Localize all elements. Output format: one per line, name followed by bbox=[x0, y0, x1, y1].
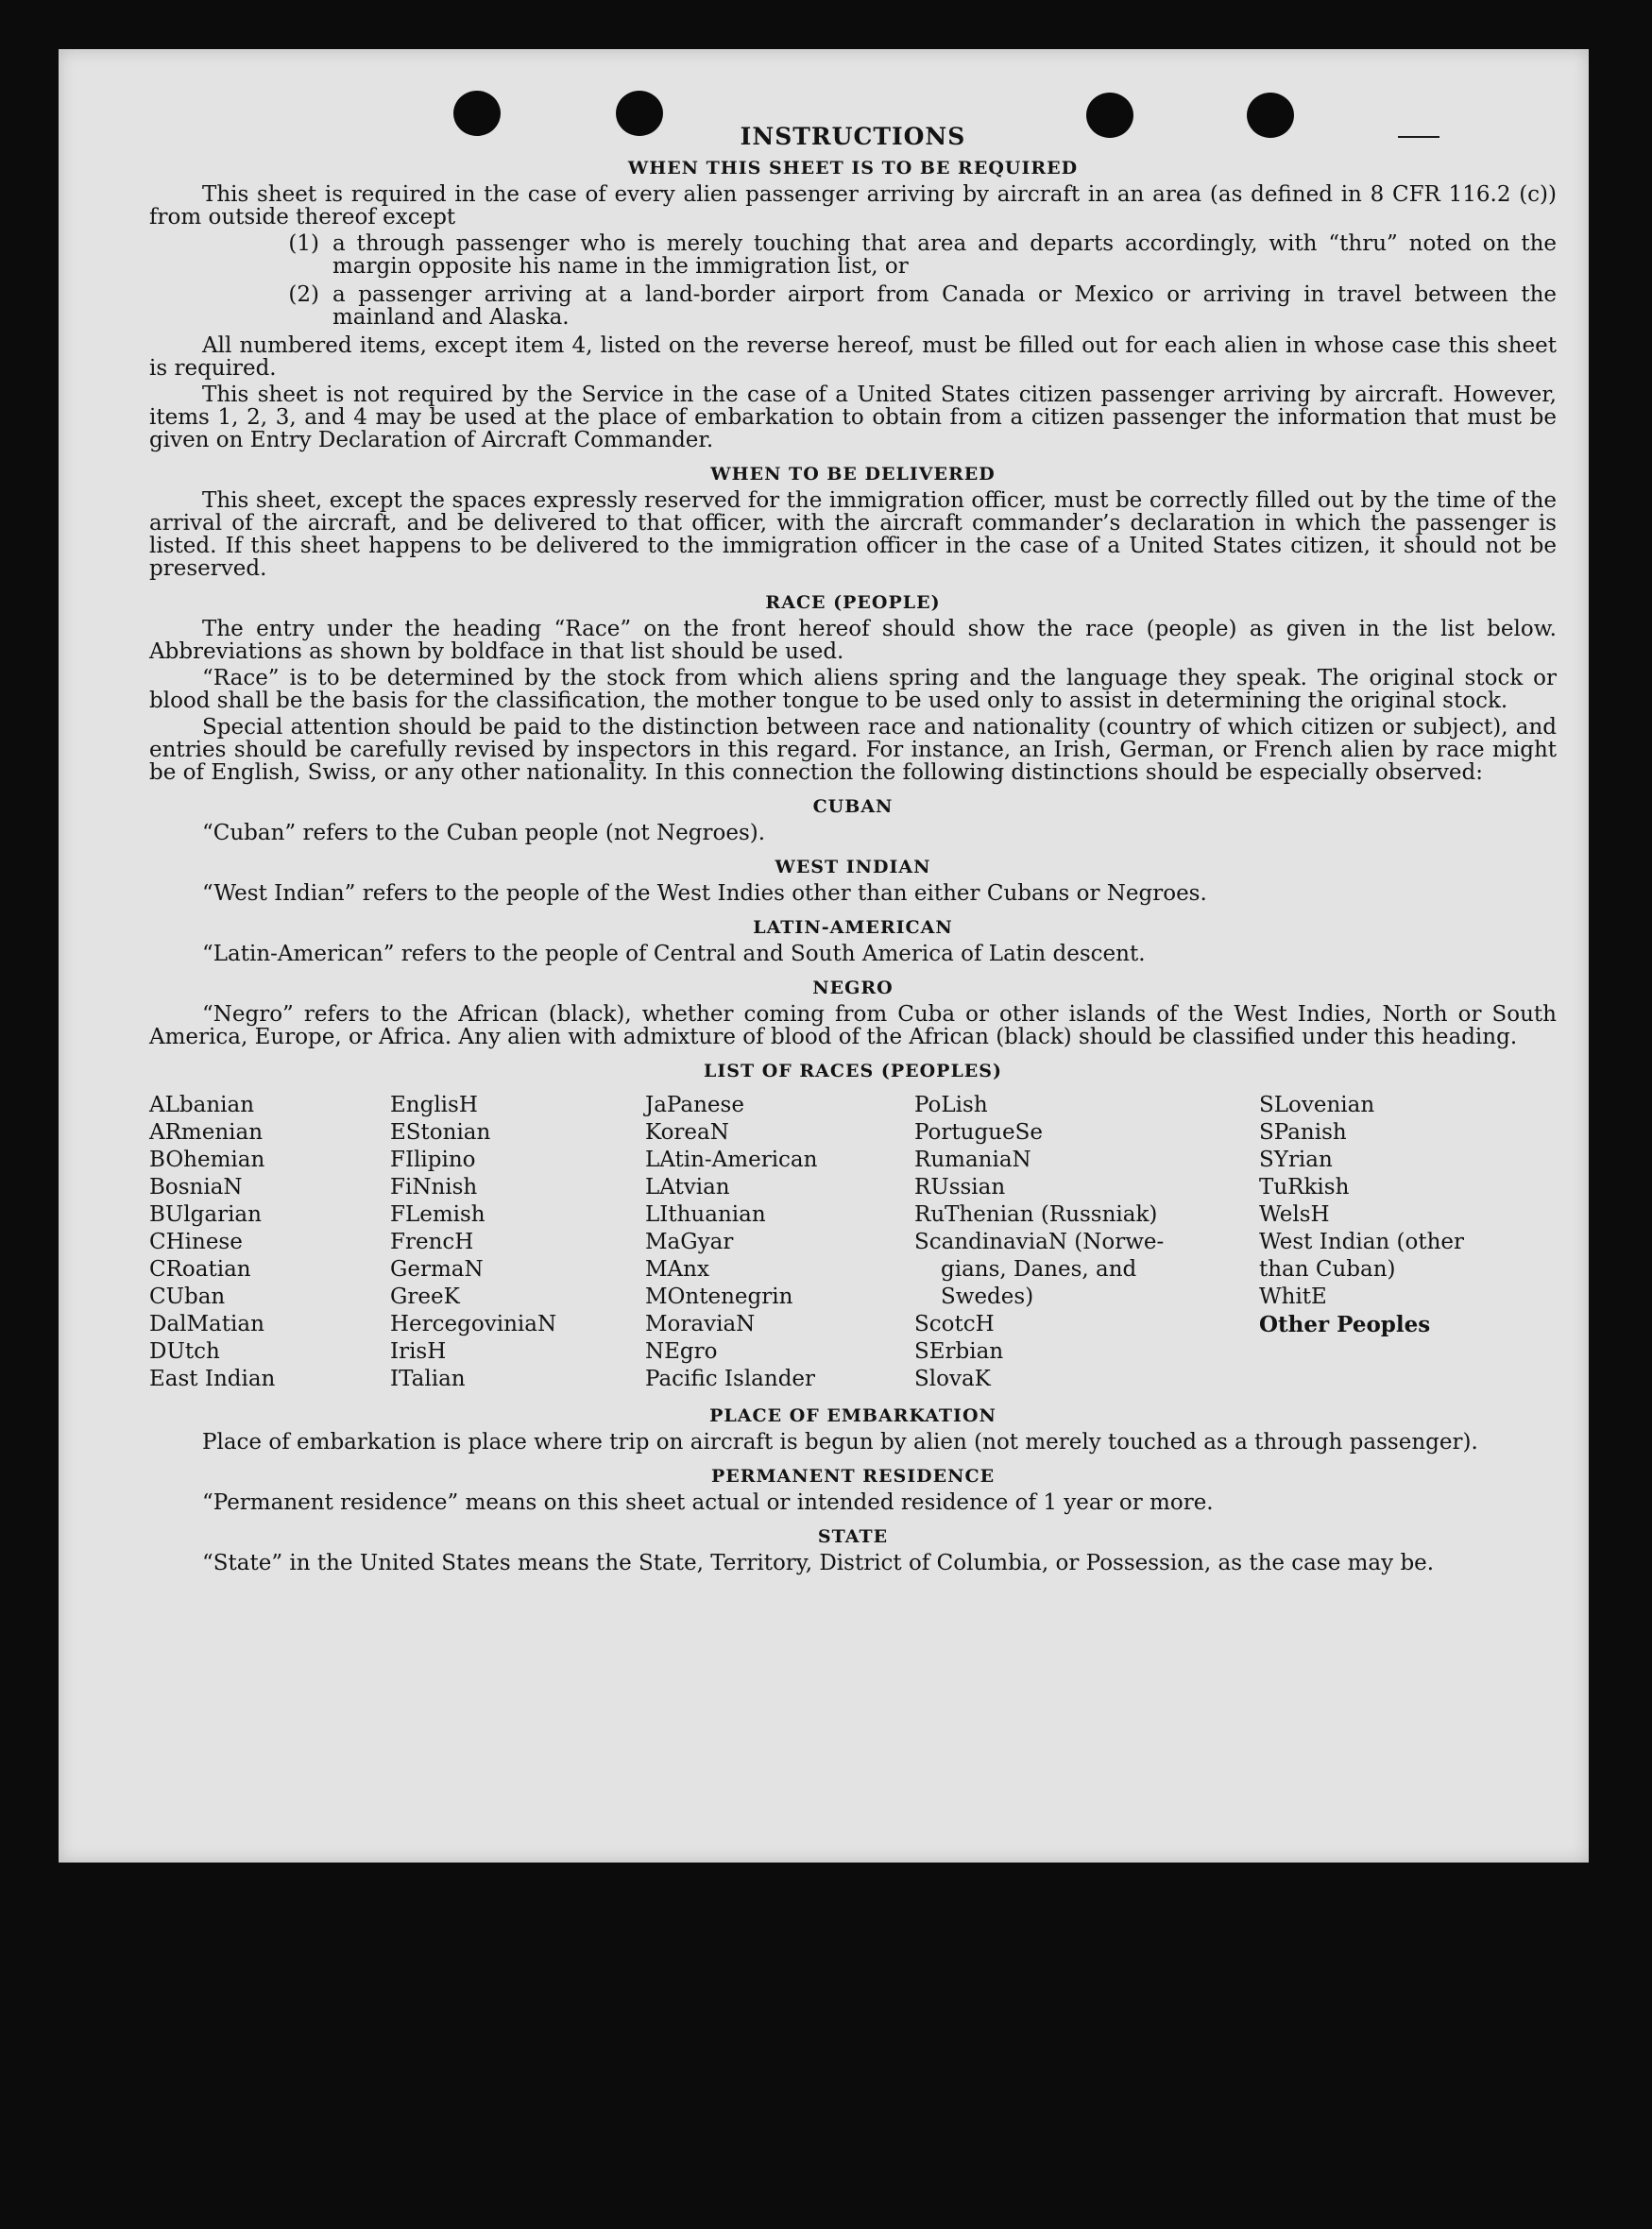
race-item: ARmenian bbox=[149, 1120, 264, 1145]
race-item: SPanish bbox=[1259, 1120, 1347, 1145]
exception-number: (2) bbox=[288, 282, 319, 307]
race-item: West Indian (other bbox=[1259, 1230, 1465, 1254]
section-heading: WHEN THIS SHEET IS TO BE REQUIRED bbox=[627, 158, 1079, 179]
race-item: SLovenian bbox=[1259, 1093, 1375, 1117]
paragraph: Special attention should be paid to the distinction between race and nationality (country of which citizen or subject), and entries should be carefully revised by inspectors in this regard. For instance, an Irish, German, or French alien by race might be of English, Swiss, or any other nationality. In this connection the following distinctions should be especially observed: bbox=[149, 715, 1557, 785]
page-title: INSTRUCTIONS bbox=[740, 123, 966, 150]
instructions-text bbox=[149, 123, 1557, 1576]
document-sheet bbox=[59, 49, 1589, 1863]
exception-item bbox=[149, 283, 1557, 329]
race-item: MAnx bbox=[645, 1257, 709, 1282]
race-item: MaGyar bbox=[645, 1230, 734, 1254]
race-item: Pacific Islander bbox=[645, 1367, 816, 1391]
definition-text: “Negro” refers to the African (black), whether coming from Cuba or other islands of the West Indies, North or South America, Europe, or Africa. Any alien with admixture of blood of the African (black) should be classified under this heading. bbox=[149, 1002, 1557, 1049]
races-heading: LIST OF RACES (PEOPLES) bbox=[704, 1061, 1002, 1081]
race-item: RuThenian (Russniak) bbox=[914, 1202, 1158, 1227]
definition-heading: LATIN-AMERICAN bbox=[753, 917, 953, 938]
section-heading: PLACE OF EMBARKATION bbox=[709, 1405, 996, 1426]
race-item: FIlipino bbox=[390, 1148, 476, 1172]
race-item: WelsH bbox=[1259, 1202, 1330, 1227]
race-item: BosniaN bbox=[149, 1175, 243, 1200]
race-item: ScandinaviaN (Norwe- bbox=[914, 1230, 1165, 1254]
race-item: CUban bbox=[149, 1285, 226, 1309]
race-item: GreeK bbox=[390, 1285, 460, 1309]
section-heading: WHEN TO BE DELIVERED bbox=[710, 464, 996, 485]
race-item: KoreaN bbox=[645, 1120, 729, 1145]
race-item: WhitE bbox=[1259, 1285, 1327, 1309]
paragraph: This sheet, except the spaces expressly reserved for the immigration officer, must be correctly filled out by the time of the arrival of the aircraft, and be delivered to that officer, with the aircraft commander’s declaration in which the passenger is listed. If this sheet happens to be delivered to the immigration officer in the case of a United States citizen, it should not be preserved. bbox=[149, 488, 1557, 581]
race-item: ITalian bbox=[390, 1367, 466, 1391]
paragraph: All numbered items, except item 4, listed on the reverse hereof, must be filled out for each alien in whose case this sheet is required. bbox=[149, 333, 1557, 381]
race-item: ScotcH bbox=[914, 1312, 995, 1336]
race-item: East Indian bbox=[149, 1367, 276, 1391]
section-heading: PERMANENT RESIDENCE bbox=[710, 1466, 996, 1487]
definition-text: “Cuban” refers to the Cuban people (not Negroes). bbox=[202, 821, 766, 845]
race-item: CHinese bbox=[149, 1230, 243, 1254]
race-item: MoraviaN bbox=[645, 1312, 756, 1336]
race-item: EnglisH bbox=[390, 1093, 478, 1117]
race-item: IrisH bbox=[390, 1339, 447, 1364]
paragraph: “State” in the United States means the State, Territory, District of Columbia, or Possession, as the case may be. bbox=[202, 1551, 1435, 1575]
paragraph: “Permanent residence” means on this sheet actual or intended residence of 1 year or more. bbox=[202, 1490, 1214, 1515]
exception-number: (1) bbox=[288, 231, 319, 256]
definition-heading: NEGRO bbox=[812, 978, 894, 998]
race-item: TuRkish bbox=[1259, 1175, 1350, 1200]
race-item: GermaN bbox=[390, 1257, 484, 1282]
race-item: HercegoviniaN bbox=[390, 1312, 557, 1336]
race-item: SlovaK bbox=[914, 1367, 991, 1391]
paragraph: This sheet is not required by the Service in the case of a United States citizen passenger arriving by aircraft. However, items 1, 2, 3, and 4 may be used at the place of embarkation to obtain from a citizen passenger the information that must be given on Entry Declaration of Aircraft Commander. bbox=[149, 383, 1557, 452]
race-item: LAtin-American bbox=[645, 1148, 818, 1172]
race-item: DalMatian bbox=[149, 1312, 264, 1336]
race-item-continued: Swedes) bbox=[941, 1285, 1034, 1309]
race-item: SYrian bbox=[1259, 1148, 1333, 1172]
race-item: FiNnish bbox=[390, 1175, 478, 1200]
race-item: PoLish bbox=[914, 1093, 988, 1117]
definition-text: “Latin-American” refers to the people of Central and South America of Latin descent. bbox=[202, 942, 1146, 966]
races-list bbox=[149, 1092, 1557, 1393]
definition-heading: WEST INDIAN bbox=[775, 857, 931, 877]
race-item: NEgro bbox=[645, 1339, 718, 1364]
race-item: BUlgarian bbox=[149, 1202, 262, 1227]
race-item: CRoatian bbox=[149, 1257, 251, 1282]
races-column bbox=[149, 1092, 390, 1393]
race-item: FrencH bbox=[390, 1230, 474, 1254]
race-item: JaPanese bbox=[645, 1093, 744, 1117]
race-item: DUtch bbox=[149, 1339, 220, 1364]
race-item: ALbanian bbox=[149, 1093, 255, 1117]
race-item-continued: than Cuban) bbox=[1259, 1257, 1396, 1282]
race-item: LAtvian bbox=[645, 1175, 730, 1200]
race-item: Other Peoples bbox=[1259, 1312, 1431, 1337]
race-item: SErbian bbox=[914, 1339, 1004, 1364]
races-column bbox=[914, 1092, 1259, 1393]
race-item: MOntenegrin bbox=[645, 1285, 793, 1309]
race-item: EStonian bbox=[390, 1120, 491, 1145]
races-column bbox=[1259, 1092, 1557, 1393]
paragraph: The entry under the heading “Race” on the front hereof should show the race (people) as given in the list below. Abbreviations as shown by boldface in that list should be used. bbox=[149, 617, 1557, 664]
race-item: BOhemian bbox=[149, 1148, 265, 1172]
exception-text: a passenger arriving at a land-border airport from Canada or Mexico or arriving in travel between the mainland and Alaska. bbox=[332, 282, 1557, 330]
paragraph: “Race” is to be determined by the stock from which aliens spring and the language they speak. The original stock or blood shall be the basis for the classification, the mother tongue to be used only to assist in determining the original stock. bbox=[149, 666, 1557, 713]
paragraph: Place of embarkation is place where trip on aircraft is begun by alien (not merely touched as a through passenger). bbox=[202, 1430, 1478, 1455]
race-item: RUssian bbox=[914, 1175, 1006, 1200]
races-column bbox=[390, 1092, 645, 1393]
section-heading: RACE (PEOPLE) bbox=[765, 592, 941, 613]
race-item-continued: gians, Danes, and bbox=[941, 1257, 1137, 1282]
race-item: RumaniaN bbox=[914, 1148, 1031, 1172]
race-item: PortugueSe bbox=[914, 1120, 1043, 1145]
exception-text: a through passenger who is merely touching that area and departs accordingly, with “thru” noted on the margin opposite his name in the immigration list, or bbox=[332, 231, 1557, 279]
race-item: LIthuanian bbox=[645, 1202, 766, 1227]
paragraph: This sheet is required in the case of every alien passenger arriving by aircraft in an area (as defined in 8 CFR 116.2 (c)) from outside thereof except bbox=[149, 182, 1557, 230]
section-heading: STATE bbox=[817, 1526, 889, 1547]
definition-text: “West Indian” refers to the people of the West Indies other than either Cubans or Negroes. bbox=[202, 881, 1207, 906]
races-column bbox=[645, 1092, 914, 1393]
definition-heading: CUBAN bbox=[812, 796, 894, 817]
race-item: FLemish bbox=[390, 1202, 485, 1227]
exception-item bbox=[149, 232, 1557, 278]
